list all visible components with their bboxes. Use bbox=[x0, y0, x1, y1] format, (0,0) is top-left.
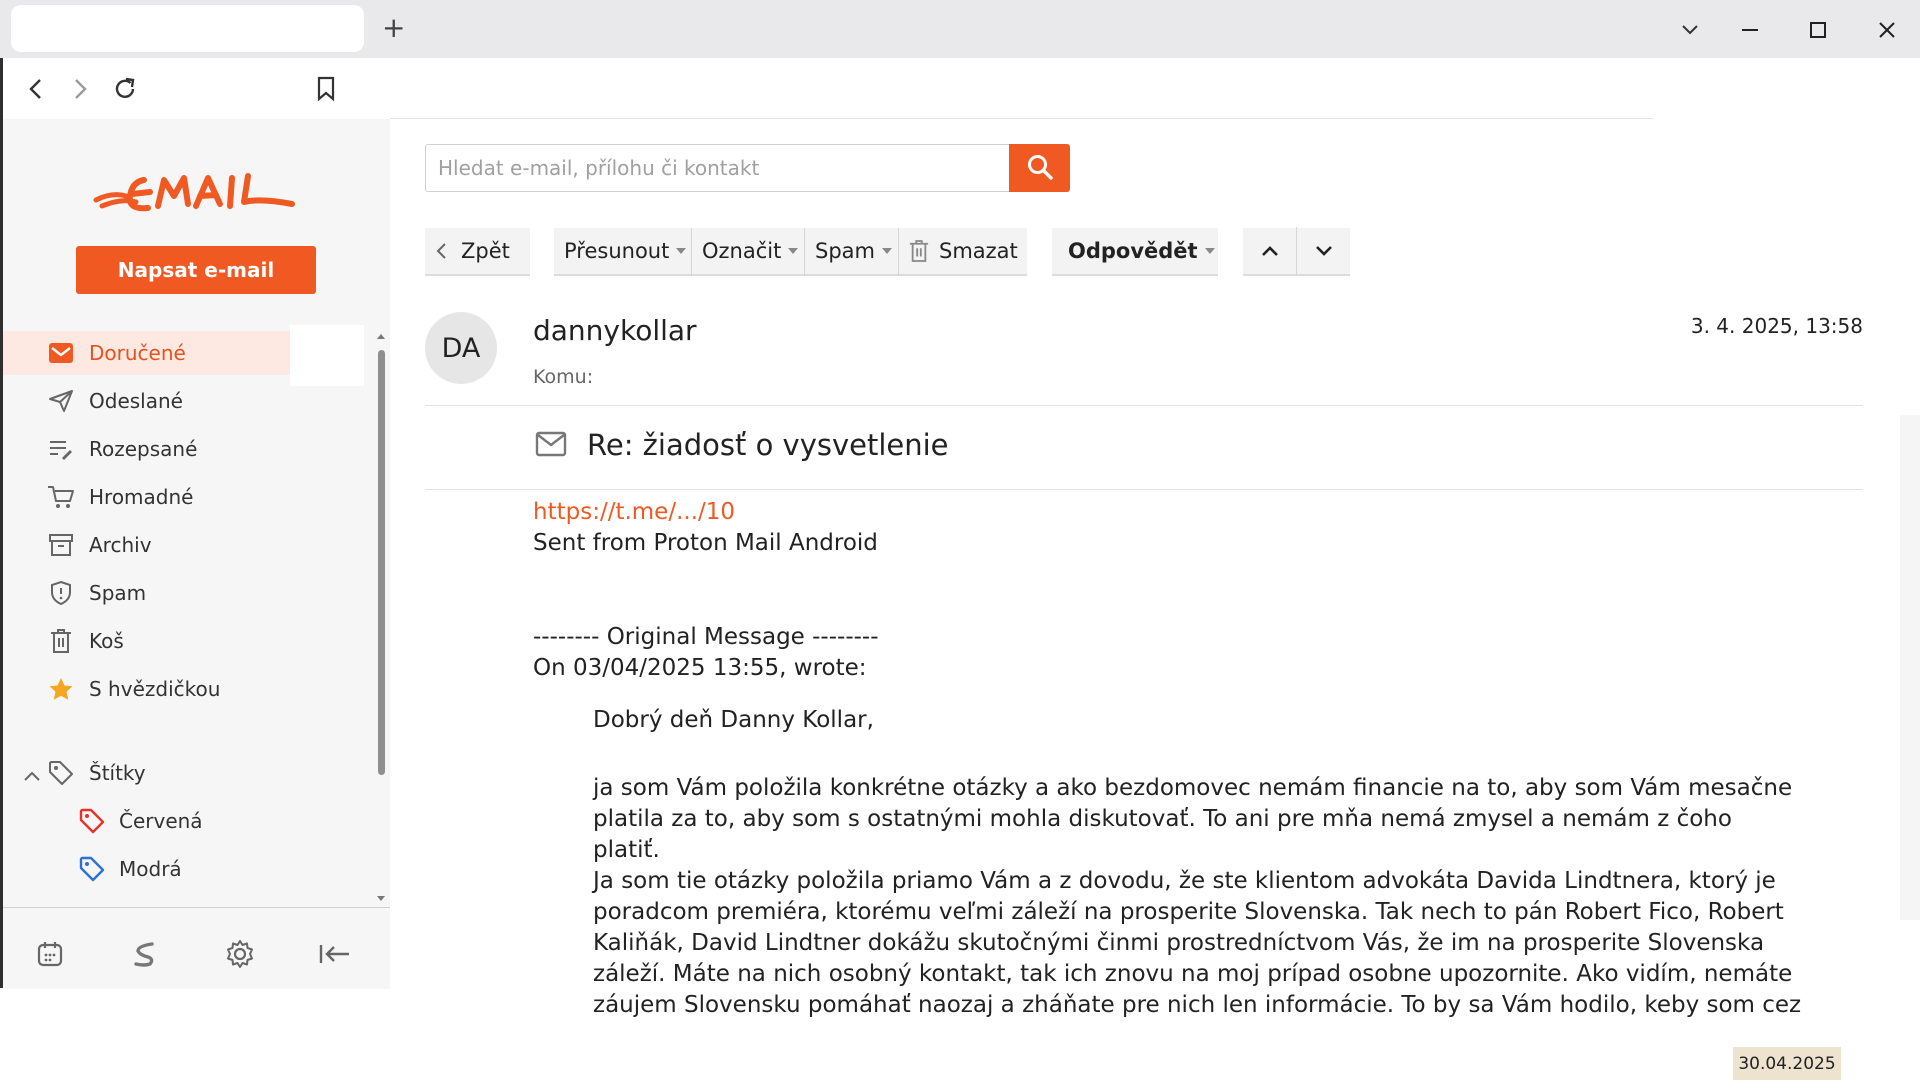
labels-title: Štítky bbox=[89, 761, 146, 785]
delete-button[interactable] bbox=[899, 228, 1027, 276]
header-divider bbox=[425, 405, 1863, 406]
quote-greeting: Dobrý deň Danny Kollar, bbox=[593, 707, 874, 733]
quote-line: poradcom premiéra, ktorému veľmi záleží na prosperite Slovenska. Tak nech to pán Robert Fico, Robert bbox=[593, 899, 1784, 925]
message-link[interactable]: https://t.me/.../10 bbox=[533, 499, 736, 525]
chevron-left-icon bbox=[435, 242, 447, 260]
dropdown-caret-icon bbox=[882, 248, 892, 254]
reply-label: Odpovědět bbox=[1068, 239, 1198, 263]
quote-line: Ja som tie otázky položila priamo Vám a z dovodu, že ste klientom advokáta Davida Lindtnera, ktorý je bbox=[593, 868, 1776, 894]
dropdown-caret-icon bbox=[1205, 248, 1215, 254]
delete-label: Smazat bbox=[939, 239, 1018, 263]
mark-button[interactable] bbox=[692, 228, 804, 276]
date-badge: 30.04.2025 bbox=[1733, 1047, 1841, 1080]
original-message-meta: On 03/04/2025 13:55, wrote: bbox=[533, 655, 867, 681]
forward-arrow-icon[interactable] bbox=[63, 72, 97, 106]
label-item-red[interactable] bbox=[3, 799, 290, 843]
trash-icon bbox=[45, 625, 77, 657]
calendar-icon[interactable] bbox=[30, 934, 70, 974]
sender-name[interactable]: dannykollar bbox=[533, 314, 697, 347]
move-label: Přesunout bbox=[564, 239, 670, 263]
folder-label: S hvězdičkou bbox=[89, 677, 221, 701]
quote-line: záujem Slovensku pomáhať naozaj a zháňate pre nich len informácie. To by sa Vám hodilo, keby som cez bbox=[593, 992, 1802, 1018]
dropdown-caret-icon bbox=[788, 248, 798, 254]
inbox-icon bbox=[45, 337, 77, 369]
search-button[interactable] bbox=[1009, 144, 1070, 192]
sidebar-divider bbox=[3, 907, 390, 908]
folder-label: Rozepsané bbox=[89, 437, 198, 461]
browser-tab[interactable] bbox=[11, 5, 364, 52]
reload-icon[interactable] bbox=[108, 72, 142, 106]
label-item-blue[interactable] bbox=[3, 847, 290, 891]
folder-spam[interactable] bbox=[3, 571, 290, 615]
labels-header[interactable] bbox=[3, 751, 290, 795]
quote-line: záleží. Máte na nich osobný kontakt, tak ich znovu na moj prípad osobne upozornite. Ako vidím, nemáte bbox=[593, 961, 1793, 987]
next-message-icon[interactable] bbox=[1297, 227, 1350, 275]
scroll-up-icon[interactable] bbox=[376, 332, 386, 340]
send-icon bbox=[45, 385, 77, 417]
sidebar-scroll-thumb[interactable] bbox=[378, 350, 385, 775]
move-button[interactable] bbox=[554, 228, 691, 276]
search-icon bbox=[1026, 153, 1054, 184]
back-arrow-icon[interactable] bbox=[19, 72, 53, 106]
red-tag-icon bbox=[77, 806, 107, 836]
avatar: DA bbox=[425, 312, 497, 384]
message-subject: Re: žiadosť o vysvetlenie bbox=[587, 428, 949, 462]
minimize-icon[interactable] bbox=[1730, 14, 1770, 46]
maximize-icon[interactable] bbox=[1798, 14, 1838, 46]
cart-icon bbox=[45, 481, 77, 513]
reply-button[interactable] bbox=[1052, 228, 1218, 276]
folder-drafts[interactable] bbox=[3, 427, 290, 471]
star-icon bbox=[45, 673, 77, 705]
close-icon[interactable] bbox=[1867, 14, 1907, 46]
blue-tag-icon bbox=[77, 854, 107, 884]
seznam-logo-icon[interactable] bbox=[125, 934, 165, 974]
folder-label: Koš bbox=[89, 629, 124, 653]
blank-panel bbox=[290, 325, 364, 386]
folder-sent[interactable] bbox=[3, 379, 290, 423]
compose-button[interactable]: Napsat e-mail bbox=[76, 246, 316, 294]
envelope-icon bbox=[535, 430, 567, 458]
scroll-down-icon[interactable] bbox=[376, 895, 386, 903]
folder-inbox[interactable] bbox=[3, 331, 290, 375]
original-message-header: -------- Original Message -------- bbox=[533, 624, 879, 650]
tag-icon bbox=[45, 757, 77, 789]
folder-bulk[interactable] bbox=[3, 475, 290, 519]
browser-tab-strip bbox=[0, 0, 1920, 58]
tab-list-chevron-icon[interactable] bbox=[1670, 14, 1710, 46]
signature-text: Sent from Proton Mail Android bbox=[533, 530, 878, 556]
quote-line: platila za to, aby som s ostatnými mohla diskutovať. To ani pre mňa nemá zmysel a nemám z čoho platiť. bbox=[593, 806, 1732, 863]
quote-line: ja som Vám položila konkrétne otázky a ako bezdomovec nemám financie na to, aby som Vám mesačne bbox=[593, 775, 1793, 801]
folder-label: Hromadné bbox=[89, 485, 194, 509]
spam-label: Spam bbox=[815, 239, 875, 263]
back-button[interactable] bbox=[425, 228, 530, 276]
search-input[interactable] bbox=[425, 144, 1009, 192]
shield-icon bbox=[45, 577, 77, 609]
spam-button[interactable] bbox=[805, 228, 898, 276]
new-tab-button[interactable]: + bbox=[382, 11, 406, 44]
chevron-up-icon[interactable] bbox=[23, 764, 41, 788]
folder-starred[interactable] bbox=[3, 667, 290, 711]
label-name: Modrá bbox=[119, 857, 182, 881]
recipient-label: Komu: bbox=[533, 366, 594, 388]
folder-label: Odeslané bbox=[89, 389, 183, 413]
toolbar-divider bbox=[390, 118, 1653, 119]
folder-trash[interactable] bbox=[3, 619, 290, 663]
quote-line: Kaliňák, David Lindtner dokážu skutočnými činmi prostredníctvom Vás, že im na prosperite Slovenska bbox=[593, 930, 1765, 956]
folder-label: Archiv bbox=[89, 533, 152, 557]
trash-icon bbox=[909, 239, 929, 263]
subject-divider bbox=[425, 489, 1863, 490]
bookmark-icon[interactable] bbox=[309, 72, 343, 106]
previous-message-icon[interactable] bbox=[1243, 227, 1296, 275]
quoted-text bbox=[593, 773, 1803, 1021]
message-nav bbox=[1243, 228, 1350, 276]
folder-archive[interactable] bbox=[3, 523, 290, 567]
folder-label: Spam bbox=[89, 581, 147, 605]
browser-toolbar bbox=[0, 58, 1920, 120]
label-name: Červená bbox=[119, 809, 203, 833]
gear-icon[interactable] bbox=[220, 934, 260, 974]
email-logo[interactable] bbox=[92, 162, 300, 222]
folder-label: Doručené bbox=[89, 341, 186, 365]
collapse-sidebar-icon[interactable] bbox=[315, 934, 355, 974]
draft-icon bbox=[45, 433, 77, 465]
archive-icon bbox=[45, 529, 77, 561]
mark-label: Označit bbox=[702, 239, 782, 263]
right-panel-edge bbox=[1900, 415, 1920, 920]
message-date: 3. 4. 2025, 13:58 bbox=[1690, 314, 1863, 338]
dropdown-caret-icon bbox=[676, 248, 686, 254]
back-label: Zpět bbox=[461, 239, 510, 263]
